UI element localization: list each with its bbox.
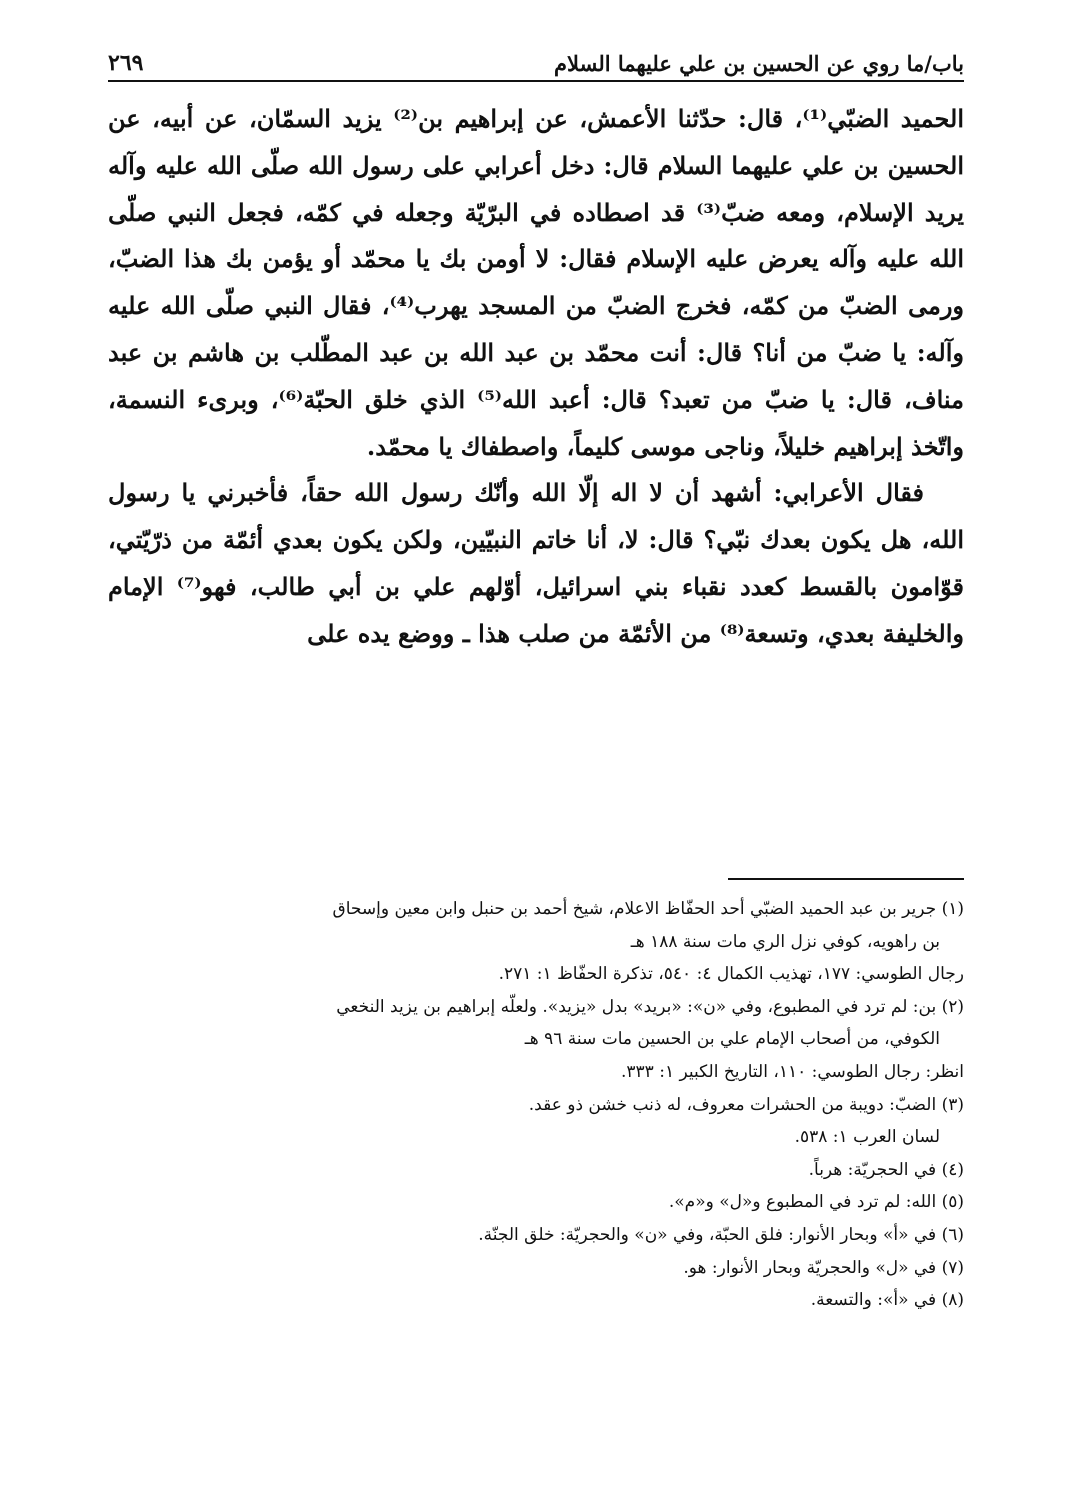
footnote-text: (٨) في «أ»: والتسعة. <box>810 1290 964 1311</box>
page-header <box>108 34 964 76</box>
footnote-text: رجال الطوسي: ١٧٧، تهذيب الكمال ٤: ٥٤٠، تذكرة الحفّاظ ١: ٢٧١. <box>498 964 964 985</box>
footnote-separator <box>728 878 964 880</box>
footnote <box>108 1186 964 1219</box>
footnote-text: (١) جرير بن عبد الحميد الضبّي أحد الحفّاظ الاعلام، شيخ أحمد بن حنبل وابن معين وإسحاق <box>332 899 964 919</box>
footnote-text: لسان العرب ١: ٥٣٨. <box>794 1127 940 1148</box>
footnote-continuation: بن راهويه، كوفي نزل الري مات سنة ١٨٨ هـ <box>630 931 940 952</box>
main-text <box>108 96 964 658</box>
footnote <box>108 1284 964 1317</box>
footnote <box>108 1089 964 1122</box>
page-number: ٢٦٩ <box>108 50 144 76</box>
footnote-text: (٣) الضبّ: دويبة من الحشرات معروف، له ذنب خشن ذو عقد. <box>528 1094 964 1115</box>
footnote-text: (٦) في «أ» وبحار الأنوار: فلق الحبّة، وفي «ن» والحجريّة: خلق الجنّة. <box>478 1224 964 1245</box>
footnote <box>108 991 964 1056</box>
footnote <box>108 1121 964 1154</box>
footnote-text: (٧) في «ل» والحجريّة وبحار الأنوار: هو. <box>683 1257 964 1278</box>
running-title: باب/ما روي عن الحسين بن علي عليهما السلام <box>554 51 964 76</box>
footnote-text: (٥) الله: لم ترد في المطبوع و«ل» و«م». <box>668 1192 964 1213</box>
footnote-text: انظر: رجال الطوسي: ١١٠، التاريخ الكبير ١: ٣٣٣. <box>620 1061 964 1082</box>
footnotes <box>108 893 964 1317</box>
footnote-continuation: الكوفي، من أصحاب الإمام علي بن الحسين مات سنة ٩٦ هـ <box>524 1029 940 1050</box>
paragraph: الحميد الضبّي⁽¹⁾، قال: حدّثنا الأعمش، عن إبراهيم بن⁽²⁾ يزيد السمّان، عن أبيه، عن الحسين بن علي عليهما السلام قال: دخل أعرابي على رسول الله صلّى الله عليه وآله يريد الإسلام، ومعه ضبّ⁽³⁾ قد اصطاده في البرّيّة وجعله في كمّه، فجعل النبي صلّى الله عليه وآله يعرض عليه الإسلام فقال: لا أومن بك يا محمّد أو يؤمن بك هذا الضبّ، ورمى الضبّ من كمّه، فخرج الضبّ من المسجد يهرب⁽⁴⁾، فقال النبي صلّى الله عليه وآله: يا ضبّ من أنا؟ قال: أنت محمّد بن عبد الله بن عبد المطّلب بن هاشم بن عبد مناف، قال: يا ضبّ من تعبد؟ قال: أعبد الله⁽⁵⁾ الذي خلق الحبّة⁽⁶⁾، وبرىء النسمة، واتّخذ إبراهيم خليلاً، وناجى موسى كليماً، واصطفاك يا محمّد. <box>108 104 965 461</box>
footnote-text: (٤) في الحجريّة: هرباً. <box>808 1159 964 1180</box>
paragraph: فقال الأعرابي: أشهد أن لا اله إلّا الله وأنّك رسول الله حقاً، فأخبرني يا رسول الله، هل يكون بعدك نبّي؟ قال: لا، أنا خاتم النبيّين، ولكن يكون بعدي أئمّة من ذرّيّتي، قوّامون بالقسط كعدد نقباء بني اسرائيل، أوّلهم علي بن أبي طالب، فهو⁽⁷⁾ الإمام والخليفة بعدي، وتسعة⁽⁸⁾ من الأئمّة من صلب هذا ـ ووضع يده على <box>108 478 965 648</box>
footnote-text: (٢) بن: لم ترد في المطبوع، وفي «ن»: «بريد» بدل «يزيد». ولعلّه إبراهيم بن يزيد النخعي <box>336 996 964 1017</box>
header-rule <box>108 80 964 82</box>
footnote <box>108 1252 964 1285</box>
footnote <box>108 1154 964 1187</box>
footnote <box>108 958 964 991</box>
footnote <box>108 1219 964 1252</box>
footnote <box>108 1056 964 1089</box>
footnote <box>108 893 964 958</box>
